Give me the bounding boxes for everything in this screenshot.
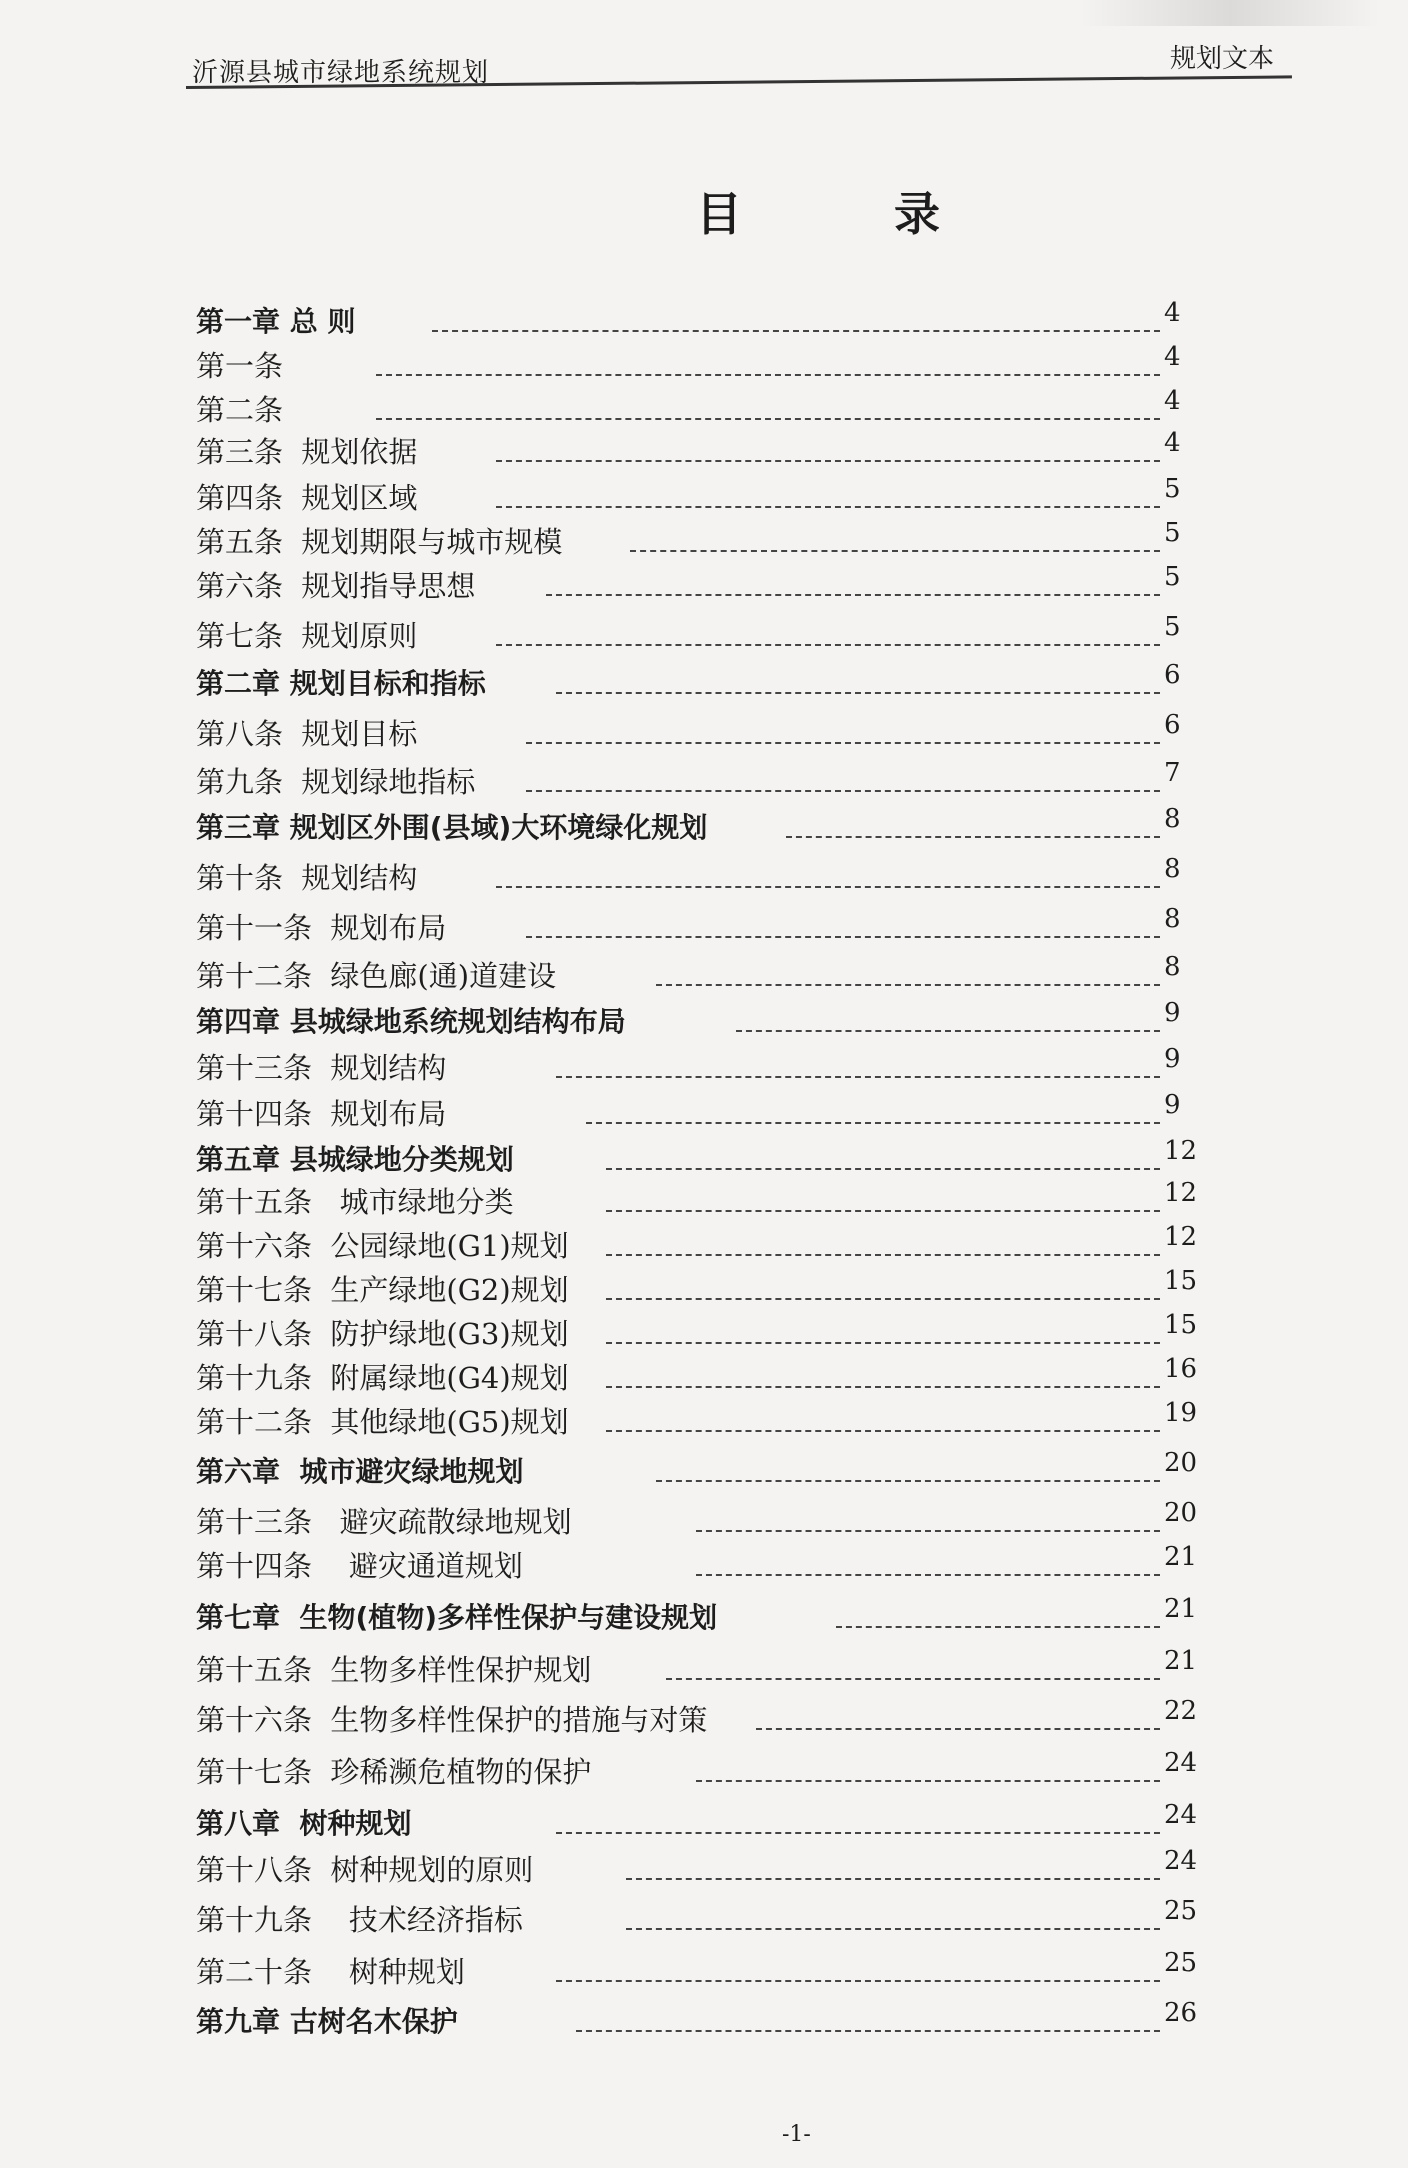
toc-entry-label: 第十六条 公园绿地(G1)规划 <box>196 1229 569 1263</box>
toc-entry-label: 第十六条 生物多样性保护的措施与对策 <box>196 1703 708 1737</box>
toc-chapter-entry <box>196 300 1196 340</box>
toc-entry-label: 第十二条 其他绿地(G5)规划 <box>196 1405 569 1439</box>
toc-article-entry <box>196 1898 1196 1938</box>
toc-entry-label: 第十四条 规划布局 <box>196 1097 447 1131</box>
toc-dot-leader <box>606 1298 1160 1300</box>
toc-entry-label: 第八章 树种规划 <box>196 1807 412 1840</box>
toc-dot-leader <box>696 1574 1160 1576</box>
toc-entry-page-number: 4 <box>1164 386 1181 416</box>
toc-dot-leader <box>736 1030 1160 1032</box>
toc-dot-leader <box>606 1386 1160 1388</box>
toc-entry-label: 第八条 规划目标 <box>196 717 418 751</box>
toc-article-entry <box>196 388 1196 428</box>
toc-entry-label: 第一章 总 则 <box>196 305 356 338</box>
toc-article-entry <box>196 1356 1196 1396</box>
toc-entry-label: 第十八条 树种规划的原则 <box>196 1853 534 1887</box>
toc-article-entry <box>196 1648 1196 1688</box>
toc-entry-page-number: 20 <box>1164 1448 1198 1478</box>
toc-entry-label: 第四条 规划区域 <box>196 481 418 515</box>
toc-article-entry <box>196 1092 1196 1132</box>
toc-dot-leader <box>586 1122 1160 1124</box>
toc-article-entry <box>196 1046 1196 1086</box>
toc-dot-leader <box>696 1530 1160 1532</box>
toc-dot-leader <box>526 790 1160 792</box>
document-type-header: 规划文本 <box>1170 44 1275 74</box>
toc-entry-page-number: 24 <box>1164 1800 1198 1830</box>
toc-dot-leader <box>376 374 1160 376</box>
toc-dot-leader <box>696 1780 1160 1782</box>
toc-entry-page-number: 8 <box>1164 952 1181 982</box>
toc-dot-leader <box>666 1678 1160 1680</box>
toc-entry-label: 第十五条 生物多样性保护规划 <box>196 1653 592 1687</box>
toc-entry-label: 第九章 古树名木保护 <box>196 2005 458 2038</box>
toc-dot-leader <box>496 886 1160 888</box>
toc-entry-page-number: 24 <box>1164 1846 1198 1876</box>
toc-dot-leader <box>526 936 1160 938</box>
toc-entry-page-number: 4 <box>1164 342 1181 372</box>
toc-article-entry <box>196 564 1196 604</box>
toc-entry-page-number: 21 <box>1164 1542 1198 1572</box>
toc-article-entry <box>196 520 1196 560</box>
toc-dot-leader <box>556 692 1160 694</box>
toc-article-entry <box>196 712 1196 752</box>
toc-entry-page-number: 9 <box>1164 1090 1181 1120</box>
toc-entry-page-number: 12 <box>1164 1178 1198 1208</box>
toc-entry-page-number: 8 <box>1164 804 1181 834</box>
toc-entry-label: 第二十条 树种规划 <box>196 1955 465 1989</box>
toc-entry-label: 第七章 生物(植物)多样性保护与建设规划 <box>196 1601 718 1634</box>
toc-entry-page-number: 7 <box>1164 758 1181 788</box>
toc-article-entry <box>196 476 1196 516</box>
toc-entry-label: 第二条 <box>196 393 284 427</box>
toc-dot-leader <box>606 1168 1160 1170</box>
toc-dot-leader <box>526 742 1160 744</box>
toc-article-entry <box>196 430 1196 470</box>
toc-dot-leader <box>432 330 1160 332</box>
toc-entry-page-number: 9 <box>1164 1044 1181 1074</box>
toc-entry-label: 第六条 规划指导思想 <box>196 569 476 603</box>
toc-entry-label: 第一条 <box>196 349 284 383</box>
toc-dot-leader <box>606 1254 1160 1256</box>
toc-entry-label: 第十条 规划结构 <box>196 861 418 895</box>
toc-article-entry <box>196 1268 1196 1308</box>
toc-entry-label: 第十一条 规划布局 <box>196 911 447 945</box>
toc-entry-label: 第三章 规划区外围(县域)大环境绿化规划 <box>196 811 708 844</box>
toc-chapter-entry <box>196 806 1196 846</box>
toc-entry-label: 第四章 县城绿地系统规划结构布局 <box>196 1005 626 1038</box>
toc-chapter-entry <box>196 1138 1196 1178</box>
toc-entry-label: 第十九条 技术经济指标 <box>196 1903 523 1937</box>
toc-dot-leader <box>496 644 1160 646</box>
toc-entry-page-number: 12 <box>1164 1136 1198 1166</box>
toc-entry-page-number: 21 <box>1164 1594 1198 1624</box>
toc-dot-leader <box>556 1980 1160 1982</box>
toc-entry-page-number: 6 <box>1164 710 1181 740</box>
toc-article-entry <box>196 1848 1196 1888</box>
toc-chapter-entry <box>196 1450 1196 1490</box>
toc-entry-page-number: 22 <box>1164 1696 1198 1726</box>
toc-dot-leader <box>656 1480 1160 1482</box>
toc-entry-page-number: 5 <box>1164 518 1181 548</box>
toc-dot-leader <box>376 418 1160 420</box>
toc-article-entry <box>196 1750 1196 1790</box>
toc-entry-page-number: 24 <box>1164 1748 1198 1778</box>
toc-entry-label: 第二章 规划目标和指标 <box>196 667 486 700</box>
toc-entry-label: 第十九条 附属绿地(G4)规划 <box>196 1361 569 1395</box>
toc-entry-label: 第六章 城市避灾绿地规划 <box>196 1455 524 1488</box>
toc-entry-label: 第十七条 生产绿地(G2)规划 <box>196 1273 569 1307</box>
toc-entry-page-number: 16 <box>1164 1354 1198 1384</box>
toc-entry-page-number: 4 <box>1164 298 1181 328</box>
toc-article-entry <box>196 1180 1196 1220</box>
toc-entry-label: 第十七条 珍稀濒危植物的保护 <box>196 1755 592 1789</box>
toc-article-entry <box>196 954 1196 994</box>
toc-dot-leader <box>756 1728 1160 1730</box>
toc-entry-page-number: 26 <box>1164 1998 1198 2028</box>
toc-chapter-entry <box>196 2000 1196 2040</box>
toc-article-entry <box>196 614 1196 654</box>
toc-entry-page-number: 12 <box>1164 1222 1198 1252</box>
toc-dot-leader <box>836 1626 1160 1628</box>
toc-entry-page-number: 25 <box>1164 1948 1198 1978</box>
toc-heading: 目 录 <box>696 187 1009 241</box>
document-title-header: 沂源县城市绿地系统规划 <box>192 58 490 88</box>
toc-entry-page-number: 9 <box>1164 998 1181 1028</box>
toc-entry-page-number: 8 <box>1164 854 1181 884</box>
toc-dot-leader <box>576 2030 1160 2032</box>
toc-entry-page-number: 5 <box>1164 612 1181 642</box>
toc-dot-leader <box>556 1832 1160 1834</box>
toc-article-entry <box>196 1698 1196 1738</box>
scan-artifact <box>1080 0 1380 26</box>
toc-entry-label: 第九条 规划绿地指标 <box>196 765 476 799</box>
toc-entry-label: 第十三条 避灾疏散绿地规划 <box>196 1505 572 1539</box>
toc-dot-leader <box>626 1878 1160 1880</box>
toc-article-entry <box>196 856 1196 896</box>
toc-chapter-entry <box>196 1596 1196 1636</box>
toc-entry-page-number: 21 <box>1164 1646 1198 1676</box>
toc-entry-label: 第七条 规划原则 <box>196 619 418 653</box>
toc-dot-leader <box>786 836 1160 838</box>
toc-dot-leader <box>656 984 1160 986</box>
toc-entry-label: 第十五条 城市绿地分类 <box>196 1185 514 1219</box>
toc-entry-page-number: 6 <box>1164 660 1181 690</box>
toc-dot-leader <box>606 1430 1160 1432</box>
toc-entry-page-number: 5 <box>1164 562 1181 592</box>
toc-article-entry <box>196 1544 1196 1584</box>
toc-dot-leader <box>630 550 1160 552</box>
toc-dot-leader <box>546 594 1160 596</box>
toc-entry-label: 第五章 县城绿地分类规划 <box>196 1143 514 1176</box>
toc-dot-leader <box>626 1928 1160 1930</box>
toc-dot-leader <box>496 460 1160 462</box>
toc-article-entry <box>196 1400 1196 1440</box>
toc-entry-page-number: 8 <box>1164 904 1181 934</box>
toc-article-entry <box>196 1224 1196 1264</box>
toc-entry-label: 第十三条 规划结构 <box>196 1051 447 1085</box>
toc-dot-leader <box>496 506 1160 508</box>
toc-entry-page-number: 15 <box>1164 1310 1198 1340</box>
toc-entry-page-number: 20 <box>1164 1498 1198 1528</box>
toc-article-entry <box>196 1500 1196 1540</box>
toc-entry-label: 第十八条 防护绿地(G3)规划 <box>196 1317 569 1351</box>
toc-article-entry <box>196 760 1196 800</box>
toc-article-entry <box>196 1312 1196 1352</box>
toc-dot-leader <box>606 1210 1160 1212</box>
toc-entry-label: 第十四条 避灾通道规划 <box>196 1549 523 1583</box>
toc-entry-page-number: 15 <box>1164 1266 1198 1296</box>
toc-article-entry <box>196 906 1196 946</box>
toc-chapter-entry <box>196 1802 1196 1842</box>
toc-chapter-entry <box>196 1000 1196 1040</box>
toc-dot-leader <box>556 1076 1160 1078</box>
toc-entry-label: 第五条 规划期限与城市规模 <box>196 525 563 559</box>
toc-entry-page-number: 4 <box>1164 428 1181 458</box>
toc-entry-page-number: 19 <box>1164 1398 1198 1428</box>
toc-entry-label: 第三条 规划依据 <box>196 435 418 469</box>
toc-entry-page-number: 25 <box>1164 1896 1198 1926</box>
toc-article-entry <box>196 1950 1196 1990</box>
toc-chapter-entry <box>196 662 1196 702</box>
page-number: -1- <box>782 2122 811 2147</box>
toc-entry-label: 第十二条 绿色廊(通)道建设 <box>196 959 557 993</box>
toc-article-entry <box>196 344 1196 384</box>
toc-entry-page-number: 5 <box>1164 474 1181 504</box>
toc-dot-leader <box>606 1342 1160 1344</box>
